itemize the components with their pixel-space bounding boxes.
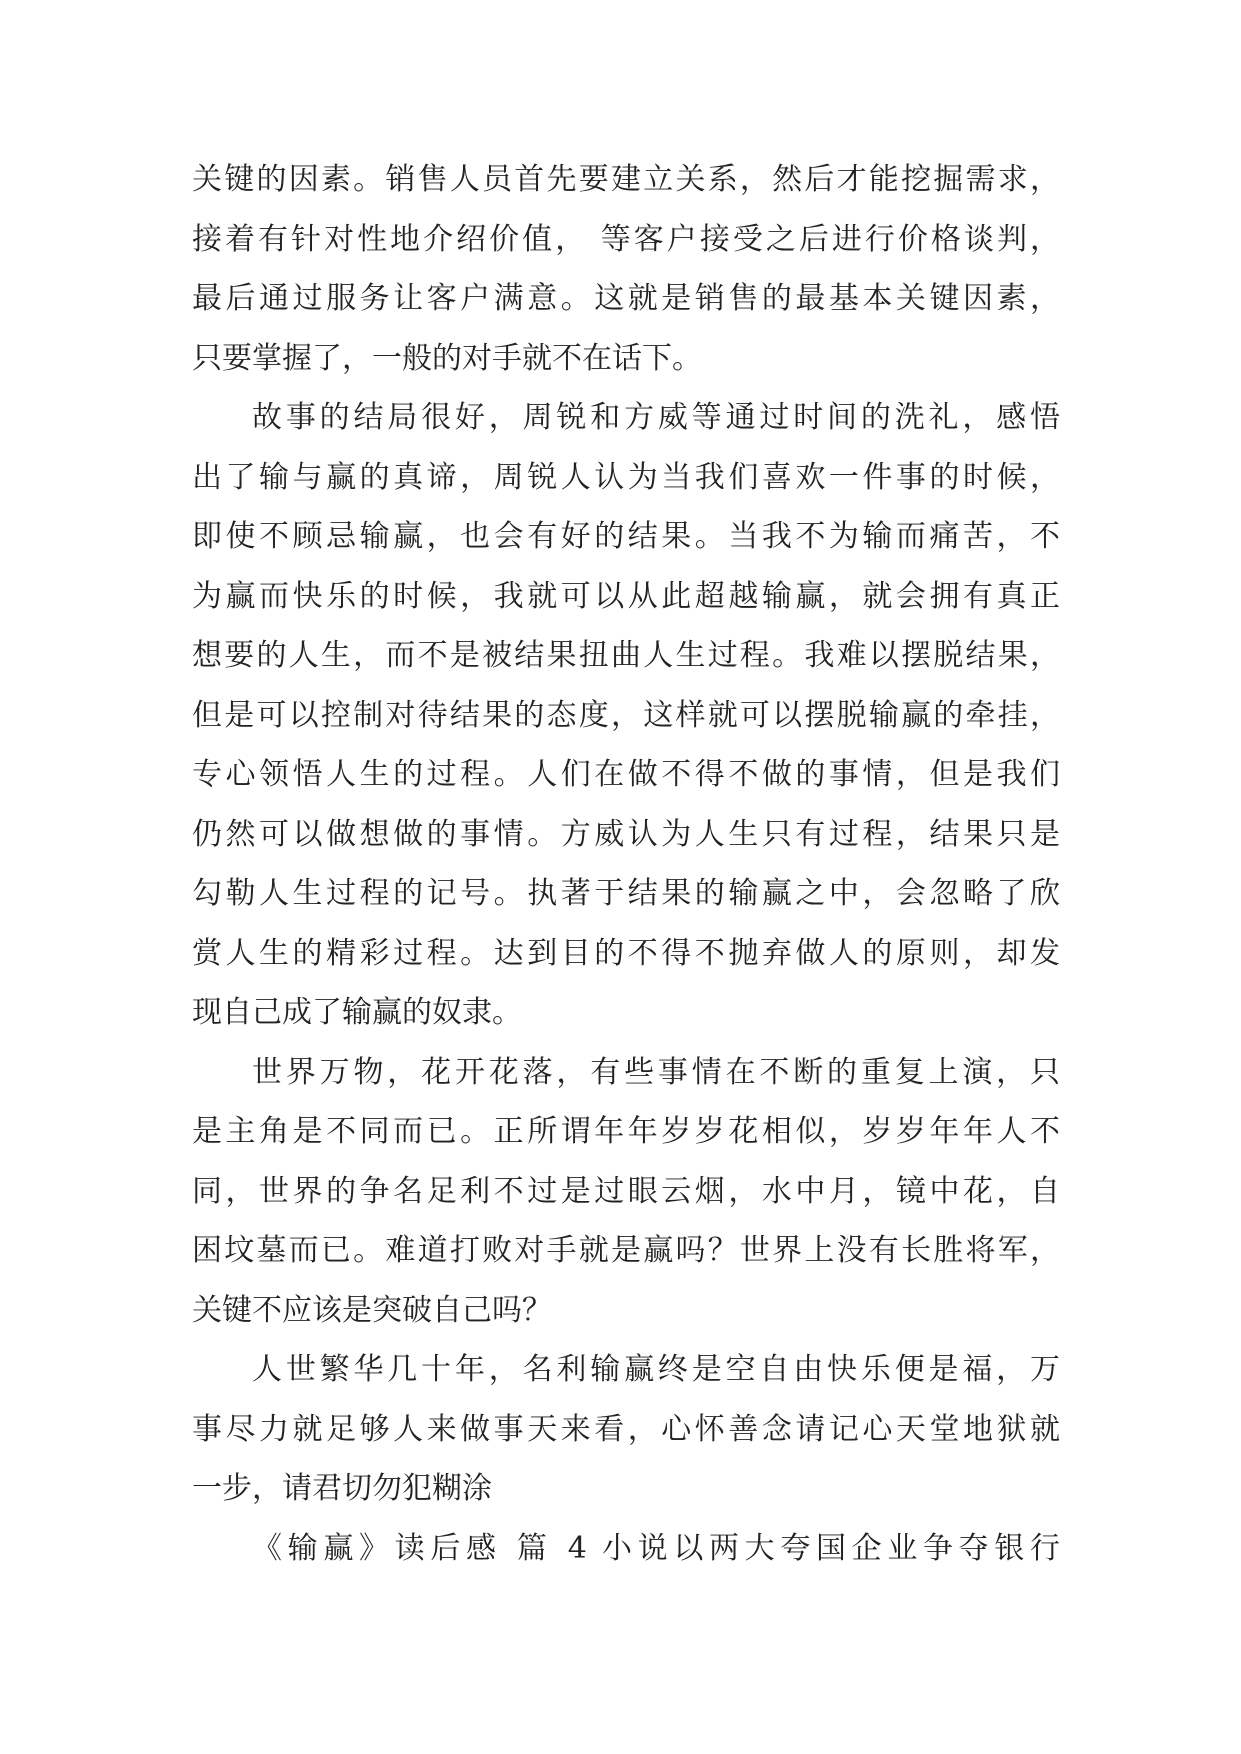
text-line: 一步，请君切勿犯糊涂 <box>192 1471 492 1506</box>
text-line: 现自己成了输赢的奴隶。 <box>192 995 522 1030</box>
body-text <box>192 150 1060 1578</box>
text-line: 同，世界的争名足利不过是过眼云烟，水中月，镜中花，自 <box>192 1173 1060 1209</box>
text-line: 关键不应该是突破自己吗？ <box>192 1292 552 1328</box>
text-line: 仍然可以做想做的事情。方威认为人生只有过程，结果只是 <box>192 816 1060 852</box>
text-line: 是主角是不同而已。正所谓年年岁岁花相似，岁岁年年人不 <box>192 1114 1060 1149</box>
text-line: 最后通过服务让客户满意。这就是销售的最基本关键因素， <box>192 281 1060 316</box>
text-line: 世界万物，花开花落，有些事情在不断的重复上演，只 <box>252 1054 1060 1090</box>
text-line: 想要的人生，而不是被结果扭曲人生过程。我难以摆脱结果， <box>192 638 1060 673</box>
text-line: 专心领悟人生的过程。人们在做不得不做的事情，但是我们 <box>192 757 1060 792</box>
text-line: 困坟墓而已。难道打败对手就是赢吗？世界上没有长胜将军， <box>192 1233 1060 1268</box>
text-line: 关键的因素。销售人员首先要建立关系，然后才能挖掘需求， <box>192 162 1060 197</box>
text-line: 事尽力就足够人来做事天来看，心怀善念请记心天堂地狱就 <box>192 1411 1060 1447</box>
text-line: 即使不顾忌输赢，也会有好的结果。当我不为输而痛苦，不 <box>192 519 1060 554</box>
text-line: 为赢而快乐的时候，我就可以从此超越输赢，就会拥有真正 <box>192 578 1060 614</box>
text-line: 只要掌握了，一般的对手就不在话下。 <box>192 340 702 376</box>
text-line: 但是可以控制对待结果的态度，这样就可以摆脱输赢的牵挂， <box>192 697 1060 733</box>
text-line: 勾勒人生过程的记号。执著于结果的输赢之中，会忽略了欣 <box>192 876 1060 911</box>
text-line: 人世繁华几十年，名利输赢终是空自由快乐便是福，万 <box>252 1352 1060 1387</box>
text-line: 《输赢》读后感 篇 4 小说以两大夸国企业争夺银行 <box>252 1530 1060 1566</box>
text-line: 赏人生的精彩过程。达到目的不得不抛弃做人的原则，却发 <box>192 935 1060 971</box>
text-line: 故事的结局很好，周锐和方威等通过时间的洗礼，感悟 <box>252 400 1060 435</box>
text-line: 接着有针对性地介绍价值， 等客户接受之后进行价格谈判， <box>192 221 1060 257</box>
text-line: 出了输与赢的真谛，周锐人认为当我们喜欢一件事的时候， <box>192 459 1060 495</box>
